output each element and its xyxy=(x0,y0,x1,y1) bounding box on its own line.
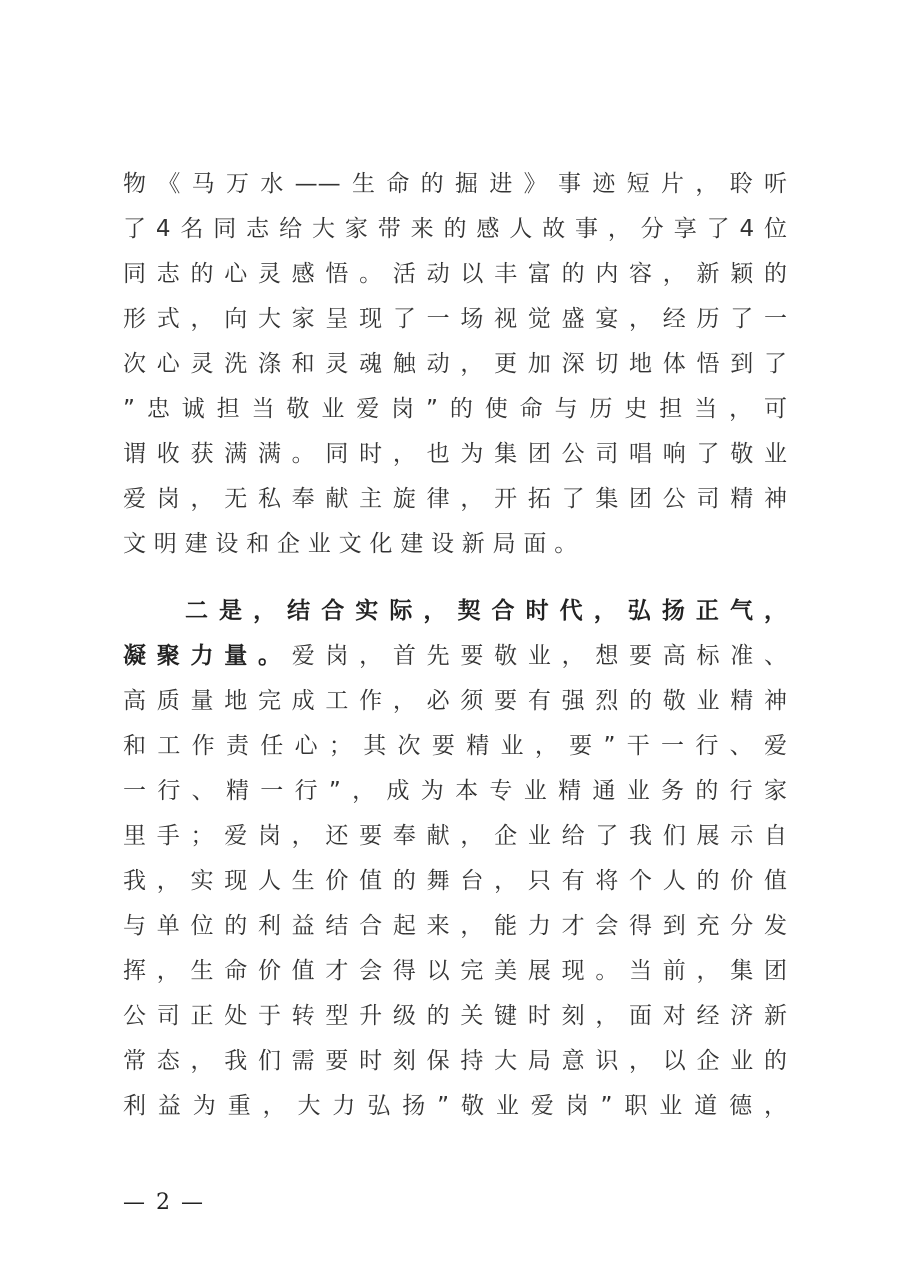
paragraph-line: ”忠诚担当敬业爱岗”的使命与历史担当，可 xyxy=(123,396,787,422)
body-text xyxy=(123,162,787,1129)
paragraph-line: 形式，向大家呈现了一场视觉盛宴，经历了一 xyxy=(123,306,787,332)
paragraph-line: 物《马万水——生命的掘进》事迹短片，聆听 xyxy=(123,171,787,197)
paragraph-line: 谓收获满满。同时，也为集团公司唱响了敬业 xyxy=(123,441,787,467)
paragraph-line: 一行、精一行”，成为本专业精通业务的行家 xyxy=(123,778,787,804)
paragraph-line: 爱岗，无私奉献主旋律，开拓了集团公司精神 xyxy=(123,486,787,512)
paragraph-1 xyxy=(123,162,787,567)
paragraph-line: 同志的心灵感悟。活动以丰富的内容，新颖的 xyxy=(123,261,787,287)
heading-continuation: 凝聚力量。 xyxy=(123,643,292,669)
paragraph-line: 挥，生命价值才会得以完美展现。当前，集团 xyxy=(123,958,787,984)
paragraph-spacer xyxy=(123,567,787,589)
paragraph-line: 里手；爱岗，还要奉献，企业给了我们展示自 xyxy=(123,823,787,849)
paragraph-line: 和工作责任心；其次要精业，要”干一行、爱 xyxy=(123,733,787,759)
paragraph-line: 利益为重，大力弘扬”敬业爱岗”职业道德， xyxy=(123,1093,787,1119)
paragraph-line: 文明建设和企业文化建设新局面。 xyxy=(123,531,585,557)
paragraph-line xyxy=(123,634,787,679)
paragraph-line: 与单位的利益结合起来，能力才会得到充分发 xyxy=(123,913,787,939)
page-number: — 2 — xyxy=(123,1190,205,1215)
paragraph-line: 高质量地完成工作，必须要有强烈的敬业精神 xyxy=(123,688,787,714)
paragraph-line: 次心灵洗涤和灵魂触动，更加深切地体悟到了 xyxy=(123,351,787,377)
paragraph-line: 公司正处于转型升级的关键时刻，面对经济新 xyxy=(123,1003,787,1029)
paragraph-heading: 二是，结合实际，契合时代，弘扬正气， xyxy=(185,598,787,624)
paragraph-line: 常态，我们需要时刻保持大局意识，以企业的 xyxy=(123,1048,787,1074)
paragraph-2 xyxy=(123,589,787,1129)
paragraph-line-rest: 爱岗，首先要敬业，想要高标准、 xyxy=(291,643,788,669)
paragraph-line: 我，实现人生价值的舞台，只有将个人的价值 xyxy=(123,868,787,894)
paragraph-line: 了4名同志给大家带来的感人故事，分享了4位 xyxy=(123,216,787,242)
